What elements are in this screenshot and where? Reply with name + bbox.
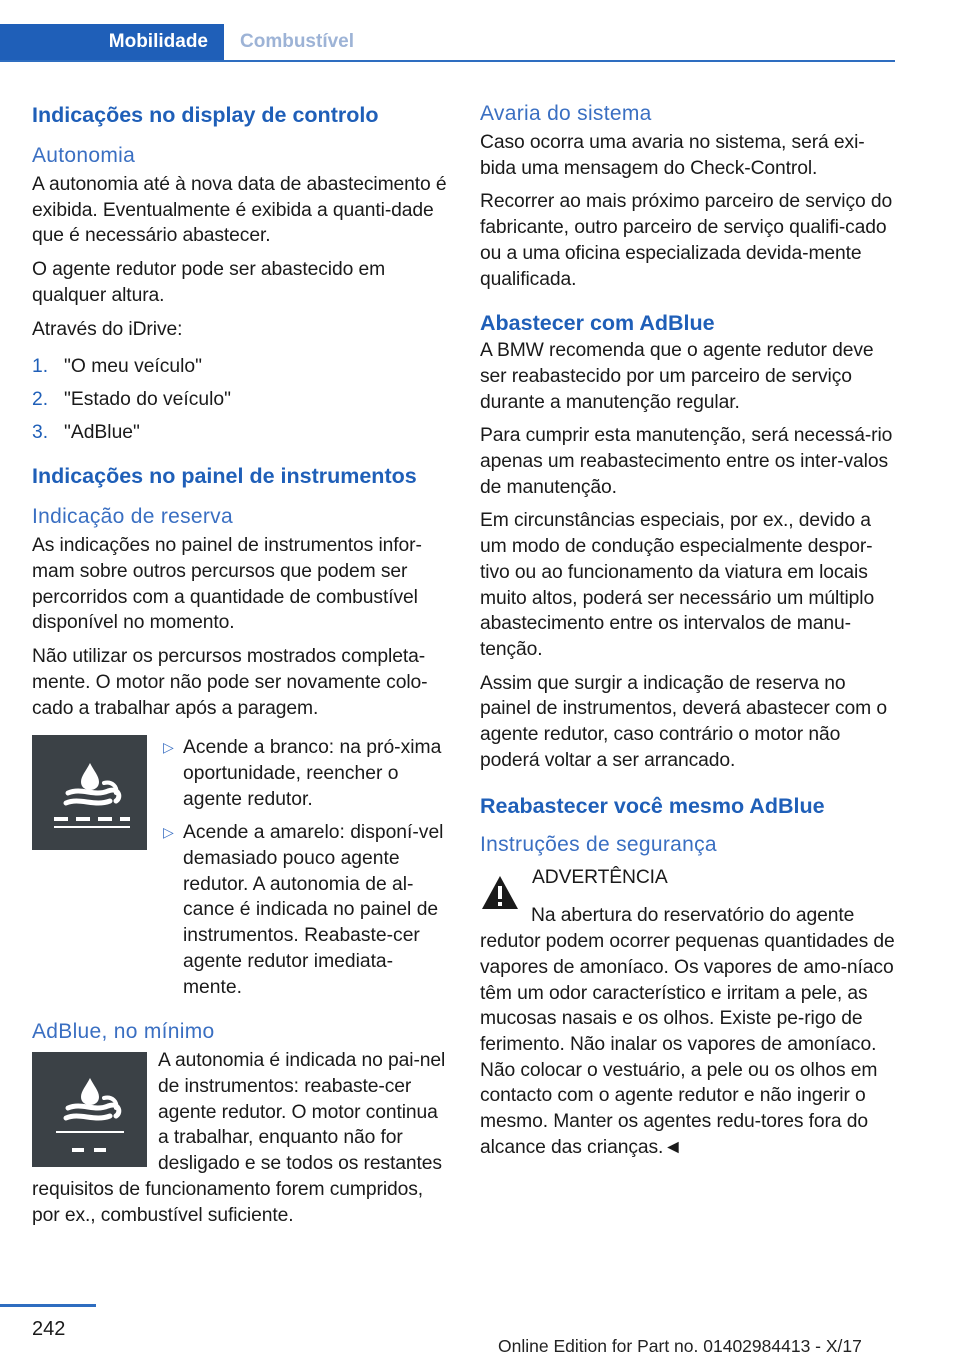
heading-reabastecer: Reabastecer você mesmo AdBlue xyxy=(480,794,825,819)
heading-abastecer-adblue: Abastecer com AdBlue xyxy=(480,311,715,336)
list-item xyxy=(32,420,447,446)
triangle-bullet-icon: ▷ xyxy=(163,739,174,756)
bullet-text: Acende a amarelo: disponí-vel demasiado pouco agente redutor. A autonomia de al-cance é indicada no painel de instrumentos. Reabaste-cer agente redutor imediata-mente. xyxy=(183,822,444,998)
bullet-text: Acende a branco: na pró-xima oportunidade, reencher o agente redutor. xyxy=(183,737,442,810)
paragraph-minimo: A autonomia é indicada no pai-nel de instrumentos: reabaste-cer agente redutor. O motor continua a trabalhar, enquanto não for desligado e se todos os restantes requisitos de funcionamento forem cumpridos, por ex., combustível suficiente. xyxy=(32,1050,446,1226)
tab-combustivel[interactable]: Combustível xyxy=(240,31,355,52)
edition-footer: Online Edition for Part no. 01402984413 - X/17 xyxy=(498,1336,862,1356)
tab-mobilidade[interactable]: Mobilidade xyxy=(0,24,224,60)
heading-instrucoes-seguranca: Instruções de segurança xyxy=(480,833,717,857)
paragraph-abastecer-1: A BMW recomenda que o agente redutor deve ser reabastecido por um parceiro de serviço durante a manutenção regular. xyxy=(480,340,874,413)
paragraph-reserva-2: Não utilizar os percursos mostrados completa-mente. O motor não pode ser novamente colo-cado a trabalhar após a paragem. xyxy=(32,646,428,719)
indicator-status-list xyxy=(157,735,447,1008)
warning-text: Na abertura do reservatório do agente redutor podem ocorrer pequenas quantidades de vapores de amoníaco. Os vapores de amo-níaco têm um odor característico e irritam a pele, as mucosas nasais e os olhos. Existe pe-rigo de ferimento. Não inalar os vapores de amoníaco. Não colocar o vestuário, a pele ou os olhos em contacto com o agente redutor e não ingerir o mesmo. Manter os agentes redu-tores fora do alcance das crianças.◄ xyxy=(480,905,895,1158)
step-number: 2. xyxy=(32,388,49,410)
paragraph-abastecer-4: Assim que surgir a indicação de reserva no painel de instrumentos, deverá abastecer com o agente redutor, caso contrário o motor não poderá voltar a ser arrancado. xyxy=(480,672,887,771)
step-number: 3. xyxy=(32,421,49,443)
heading-autonomia: Autonomia xyxy=(32,144,136,167)
adblue-reserve-icon xyxy=(32,735,147,850)
heading-adblue-minimo: AdBlue, no mínimo xyxy=(32,1020,215,1044)
paragraph-reserva-1: As indicações no painel de instrumentos infor-mam sobre outros percursos que podem ser percorridos com a quantidade de combustível disponível no momento. xyxy=(32,535,422,634)
list-item xyxy=(157,735,447,812)
step-text: "Estado do veículo" xyxy=(64,388,231,410)
paragraph-autonomia-1: A autonomia até à nova data de abastecimento é exibida. Eventualmente é exibida a quanti-dade que é necessário abastecer. xyxy=(32,174,447,247)
footer-rule xyxy=(0,1304,96,1307)
right-column xyxy=(480,100,895,1169)
triangle-bullet-icon: ▷ xyxy=(163,824,174,841)
warning-title: ADVERTÊNCIA xyxy=(532,867,668,889)
paragraph-autonomia-2: O agente redutor pode ser abastecido em qualquer altura. xyxy=(32,259,386,306)
paragraph-idrive: Através do iDrive: xyxy=(32,318,183,340)
list-item xyxy=(32,387,447,413)
minimum-indicator-block xyxy=(32,1048,447,1228)
reserve-indicator-row xyxy=(32,735,447,1008)
idrive-steps-list xyxy=(32,354,447,445)
list-item xyxy=(32,354,447,380)
left-column xyxy=(32,100,447,1236)
paragraph-avaria-2: Recorrer ao mais próximo parceiro de serviço do fabricante, outro parceiro de serviço qualifi-cado ou a uma oficina especializada devida-mente qualificada. xyxy=(480,191,893,290)
heading-indicacao-reserva: Indicação de reserva xyxy=(32,505,233,529)
heading-painel-instrumentos: Indicações no painel de instrumentos xyxy=(32,464,417,489)
adblue-minimum-icon xyxy=(32,1052,147,1167)
heading-display-controlo: Indicações no display de controlo xyxy=(32,103,379,127)
step-text: "O meu veículo" xyxy=(64,356,203,378)
warning-triangle-icon xyxy=(480,873,520,913)
section-tab-bar xyxy=(0,24,895,62)
step-number: 1. xyxy=(32,356,49,378)
step-text: "AdBlue" xyxy=(64,421,140,443)
header-rule xyxy=(0,60,895,62)
page-number: 242 xyxy=(32,1318,66,1340)
paragraph-abastecer-2: Para cumprir esta manutenção, será necessá-rio apenas um reabastecimento entre os inter-valos de manutenção. xyxy=(480,425,893,498)
paragraph-abastecer-3: Em circunstâncias especiais, por ex., devido a um modo de condução especialmente despor-tivo ou ao funcionamento da viatura em locais muito altos, poderá ser necessário um múltiplo abastecimento entre os intervalos de manu-tenção. xyxy=(480,510,875,660)
list-item xyxy=(157,820,447,1000)
paragraph-avaria-1: Caso ocorra uma avaria no sistema, será exi-bida uma mensagem do Check-Control. xyxy=(480,132,865,179)
heading-avaria-sistema: Avaria do sistema xyxy=(480,102,652,125)
